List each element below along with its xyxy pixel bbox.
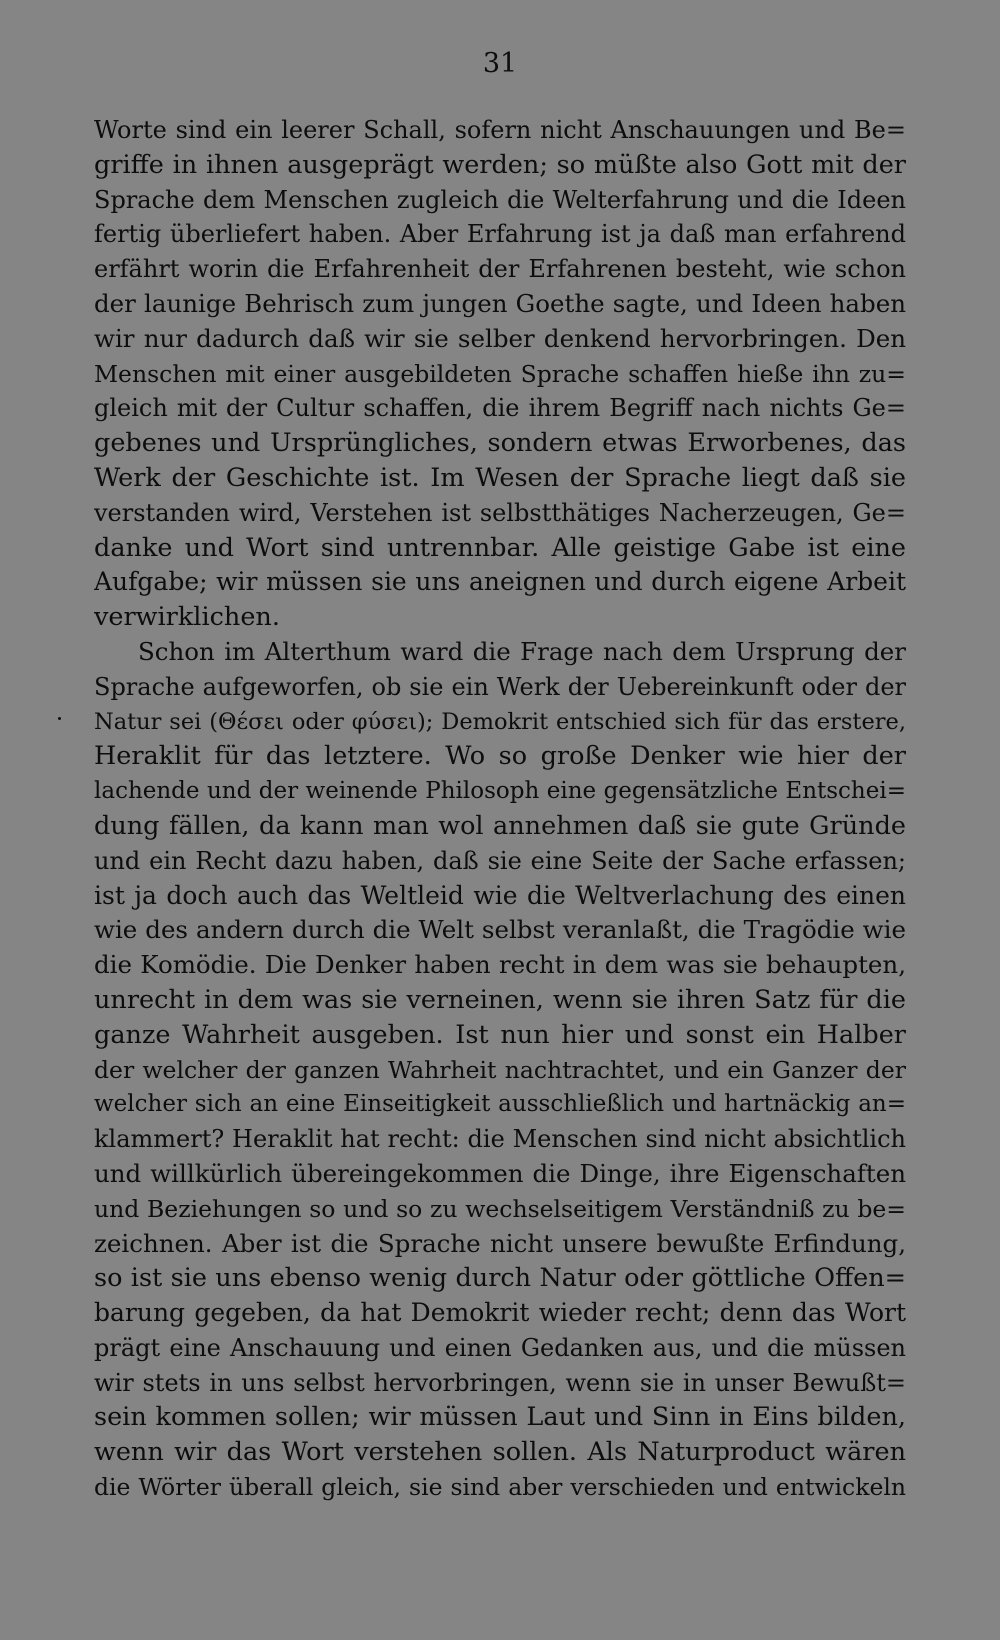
text-line: gleich mit der Cultur schaffen, die ihrem Begriff nach nichts Ge=	[94, 394, 906, 423]
text-line: Heraklit für das letztere. Wo so große Denker wie hier der	[94, 741, 906, 772]
stray-ink-dot	[58, 717, 61, 720]
text-line: lachende und der weinende Philosoph eine gegensätzliche Entschei=	[94, 778, 906, 805]
text-line: der launige Behrisch zum jungen Goethe sagte, und Ideen haben	[94, 288, 906, 318]
text-line: wie des andern durch die Welt selbst veranlaßt, die Tragödie wie	[94, 915, 906, 945]
text-line: so ist sie uns ebenso wenig durch Natur oder göttliche Offen=	[94, 1263, 906, 1294]
text-line: erfährt worin die Erfahrenheit der Erfahrenen besteht, wie schon	[94, 255, 906, 284]
text-line: danke und Wort sind untrennbar. Alle geistige Gabe ist eine	[94, 532, 906, 563]
text-line: prägt eine Anschauung und einen Gedanken aus, und die müssen	[94, 1333, 906, 1362]
text-line: die Komödie. Die Denker haben recht in dem was sie behaupten,	[94, 950, 906, 980]
text-line: Werk der Geschichte ist. Im Wesen der Sprache liegt daß sie	[94, 462, 906, 493]
text-line: und Beziehungen so und so zu wechselseitigem Verständniß zu be=	[94, 1194, 906, 1223]
text-line: Aufgabe; wir müssen sie uns aneignen und durch eigene Arbeit	[94, 567, 906, 597]
text-line: Natur sei (Θέσει oder φύσει); Demokrit entschied sich für das erstere,	[94, 708, 906, 735]
text-line: Schon im Alterthum ward die Frage nach dem Ursprung der	[138, 636, 906, 666]
text-line: Sprache aufgeworfen, ob sie ein Werk der Uebereinkunft oder der	[94, 672, 906, 701]
text-line: fertig überliefert haben. Aber Erfahrung ist ja daß man erfahrend	[94, 220, 906, 249]
paragraph	[94, 113, 906, 635]
text-line: verwirklichen.	[94, 602, 280, 633]
text-line: ganze Wahrheit ausgeben. Ist nun hier und sonst ein Halber	[94, 1019, 906, 1050]
text-line: welcher sich an eine Einseitigkeit ausschließlich und hartnäckig an=	[94, 1091, 906, 1118]
text-line: ist ja doch auch das Weltleid wie die Weltverlachung des einen	[94, 880, 906, 910]
text-line: barung gegeben, da hat Demokrit wieder recht; denn das Wort	[94, 1298, 906, 1328]
text-line: wenn wir das Wort verstehen sollen. Als Naturproduct wären	[94, 1437, 906, 1468]
text-line: griffe in ihnen ausgeprägt werden; so müßte also Gott mit der	[94, 149, 906, 180]
text-line: der welcher der ganzen Wahrheit nachtrachtet, und ein Ganzer der	[94, 1055, 906, 1084]
text-line: zeichnen. Aber ist die Sprache nicht unsere bewußte Erfindung,	[94, 1228, 906, 1258]
body-text	[94, 113, 906, 1505]
page-number: 31	[482, 48, 518, 79]
text-line: dung fällen, da kann man wol annehmen daß sie gute Gründe	[94, 810, 906, 841]
text-line: Worte sind ein leerer Schall, sofern nicht Anschauungen und Be=	[94, 116, 906, 144]
text-line: Sprache dem Menschen zugleich die Welterfahrung und die Ideen	[94, 185, 906, 214]
paragraph	[94, 635, 906, 1505]
text-line: wir stets in uns selbst hervorbringen, wenn sie in unser Bewußt=	[94, 1368, 906, 1397]
text-line: und willkürlich übereingekommen die Dinge, ihre Eigenschaften	[94, 1158, 906, 1188]
text-line: und ein Recht dazu haben, daß sie eine Seite der Sache erfassen;	[94, 846, 906, 875]
text-line: Menschen mit einer ausgebildeten Sprache schaffen hieße ihn zu=	[94, 359, 906, 388]
text-line: sein kommen sollen; wir müssen Laut und Sinn in Eins bilden,	[94, 1402, 906, 1433]
text-line: verstanden wird, Verstehen ist selbstthätiges Nacherzeugen, Ge=	[94, 498, 906, 527]
text-line: die Wörter überall gleich, sie sind aber verschieden und entwickeln	[94, 1473, 906, 1502]
text-line: unrecht in dem was sie verneinen, wenn sie ihren Satz für die	[94, 984, 906, 1015]
text-line: gebenes und Ursprüngliches, sondern etwas Erworbenes, das	[94, 428, 906, 459]
text-line: klammert? Heraklit hat recht: die Menschen sind nicht absichtlich	[94, 1125, 906, 1154]
text-line: wir nur dadurch daß wir sie selber denkend hervorbringen. Den	[94, 323, 906, 353]
